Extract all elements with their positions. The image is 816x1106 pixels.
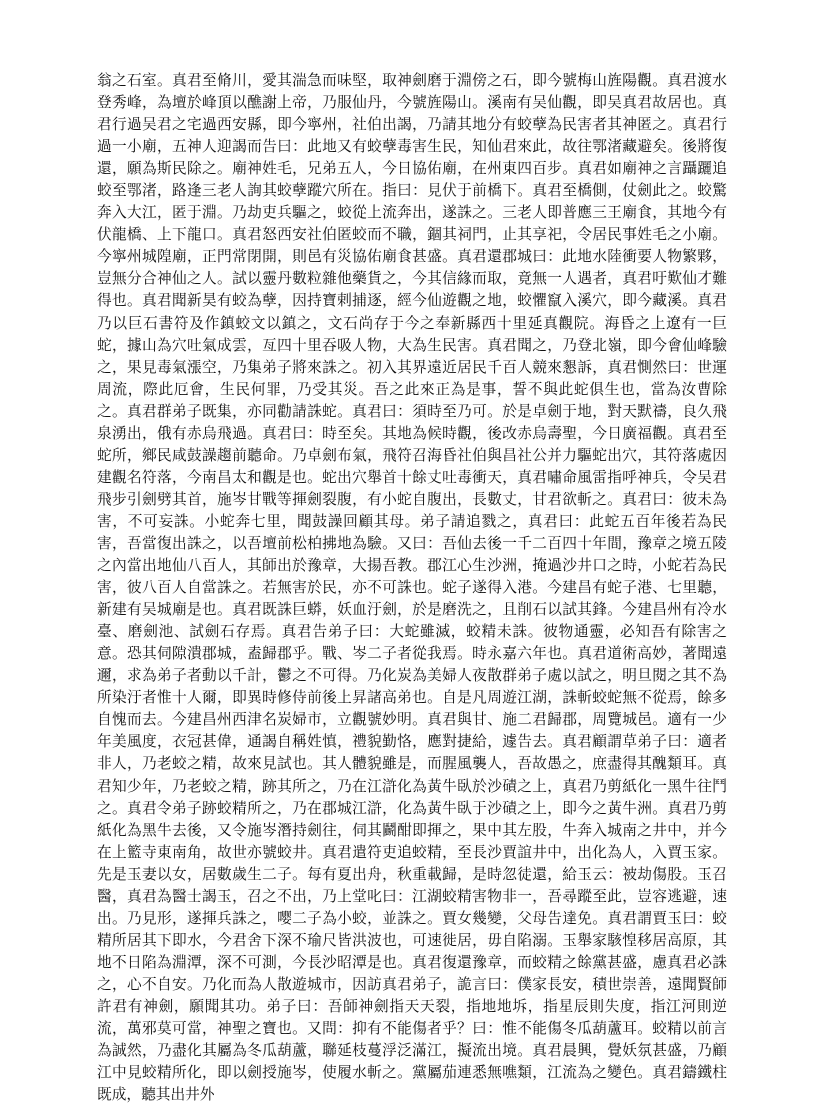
body-text: 翁之石室。真君至脩川，愛其湍急而味堅，取神劍磨于淵傍之石，即今號梅山旌陽觀。真君渡水登秀峰，為壇於峰頂以醮謝上帝，乃服仙丹，今號旌陽山。溪南有吴仙觀，即吴真君故居也。真君行過吴君之宅過西安縣，即今寧州，社伯出謁，乃請其地分有蛟孽為民害者其神匿之。真君行過一小廟，五神人迎謁而告曰：此地又有蛟孽毒害生民，知仙君來此，故往鄂渚藏避矣。後將復還，願為斯民除之。廟神姓毛，兄弟五人，今日協佑廟，在州東四百步。真君如廟神之言躡躧追蛟至鄂渚，路逢三老人詢其蛟孽蹤穴所在。指曰：見伏于前橋下。真君至橋側，仗劍此之。蛟驚奔入大江，匿于淵。乃劫吏兵驅之，蛟從上流奔出，遂誅之。三老人即普應三王廟食，其地今有伏龍橋、上下龍口。真君怒西安社伯匿蛟而不職，錮其祠門，止其享祀，令居民事姓毛之小廟。今寧州城隍廟，正門常閉開，則邑有災協佑廟食甚盛。真君還郡城曰：此地水陸衝要人物繁夥，豈無分合神仙之人。試以靈丹數粒雜他藥貨之，今其信緣而取，竟無一人遇者，真君吁歎仙才難得也。真君聞新昊有蛟為孽，因持寶剌捕逐，經今仙遊觀之地，蛟懼竄入溪穴，即今藏溪。真君乃以巨石書符及作鎮蛟文以鎮之，文石尚存于今之奉新縣西十里延真觀院。海昏之上遼有一巨蛇，據山為穴吐氣成雲，亙四十里吞吸人物，大為生民害。真君聞之，乃登北嶺，即今會仙峰驗之，果見毒氣漲空，乃集弟子將來誅之。初入其界遠近居民千百人競來懇訴，真君惻然曰：世運周流，際此厄會，生民何罪，乃受其災。吾之此來正為是事，誓不與此蛇俱生也，當為汝曹除之。真君群弟子既集，亦同勸請誅蛇。真君曰：須時至乃可。於是卓劍于地，對天默禱，良久飛泉湧出，俄有赤烏飛過。真君曰：時至矣。其地為候時觀，後改赤烏壽聖，今日廣福觀。真君至蛇所，鄉民咸鼓譟趨前聽命。乃卓劍布氣，飛符召海昏社伯與昌社公并力驅蛇出穴，其符落處因建觀名符落，今南昌太和觀是也。蛇出穴舉首十餘丈吐毒衝天，真君嘯命風雷指呼神兵，令吴君飛步引劍劈其首，施岑甘戰等揮劍裂腹，有小蛇自腹出，長數丈，甘君欲斬之。真君曰：彼未為害，不可妄誅。小蛇奔七里，聞鼓譟回顧其母。弟子請追戮之，真君曰：此蛇五百年後若為民害，吾當復出誅之，以吾壇前松柏拂地為驗。又曰：吾仙去後一千二百四十年間，豫章之境五陵之內當出地仙八百人，其師出於豫章，大揚吾教。郡江心生沙洲，掩過沙井口之時，小蛇若為民害，彼八百人自當誅之。若無害於民，亦不可誅也。蛇子遂得入港。今建昌有蛇子港、七里聽，新建有吴城廟是也。真君既誅巨蟒，妖血汙劍，於是磨洗之，且削石以試其鋒。今建昌州有冷水臺、磨劍池、試劍石存焉。真君告弟子曰：大蛇雖滅，蛟精未誅。彼物通靈，必知吾有除害之意。恐其伺隙潰郡城，盍歸郡乎。戰、岑二子者從我焉。時永嘉六年也。真君道術高妙，著聞遠邇，求為弟子者動以千計，鬱之不可得。乃化炭為美婦人夜散群弟子處以試之，明旦閱之其不為所染汙者惟十人爾，即異時修侍前後上昇諸高弟也。自是凡周遊江湖，誅斬蛟蛇無不從焉，餘多自愧而去。今建昌州西津名炭婦市，立觀號妙明。真君與甘、施二君歸郡，周覽城邑。適有一少年美風度，衣冠甚偉，通謁自稱姓慎，禮貌勤恪，應對捷給，遽告去。真君顧謂草弟子曰：適者非人，乃老蛟之精，故來見試也。其人體貌雖是，而腥風襲人，吾故愚之，庶盡得其醜類耳。真君知少年，乃老蛟之精，跡其所之，乃在江滸化為黃牛臥於沙磧之上，真君乃剪紙化一黑牛往鬥之。真君令弟子跡蛟精所之，乃在郡城江滸，化為黃牛臥于沙磧之上，即今之黃牛洲。真君乃剪紙化為黑牛去後，又令施岑潛持劍往，伺其鬬酣即揮之，果中其左股，牛奔入城南之井中，并今在上籃寺東南角，故世亦號蛟井。真君遣符吏追蛟精，至長沙賈誼井中，出化為人，入賈玉家。先是玉妻以女，居數歲生二子。每有夏出舟，秋重載歸，是時忽徒還，給玉云：被劫傷股。玉召醫，真君為醫士謁玉，召之不出，乃上堂叱曰：江湖蛟精害物非一，吾尋蹤至此，豈容逃避，速出。乃見形，遂揮兵誅之，嘤二子為小蛟，並誅之。賈女幾變，父母告達免。真君謂賈玉曰：蛟精所居其下即水，今君舍下深不瑜尺皆洪波也，可速徙居，毋自陷溺。玉舉家駭惶移居高原，其地不日陷為淵潭，深不可測，今長沙昭潭是也。真君復還豫章，而蛟精之餘黨甚盛，慮真君必誅之，心不自安。乃化而為人散遊城市，因訪真君弟子，詭言曰：僕家長安，積世崇善，遠聞賢師許君有神劍，願聞其功。弟子曰：吾師神劍指天天裂，指地地坼，指星辰則失度，指江河則逆流，萬邪莫可當，神聖之寶也。又問：抑有不能傷者乎？曰：惟不能傷冬瓜葫蘆耳。蛟精以前言為誠然，乃盡化其屬為冬瓜葫蘆，聯延枝蔓浮泛滿江，擬流出境。真君晨興，覺妖氛甚盛，乃顧江中見蛟精所化，即以劍授施岑，使履水斬之。黨屬茄連悉無噍類，江流為之變色。真君鑄鐵柱既成，聽其出井外 [97, 72, 727, 1104]
